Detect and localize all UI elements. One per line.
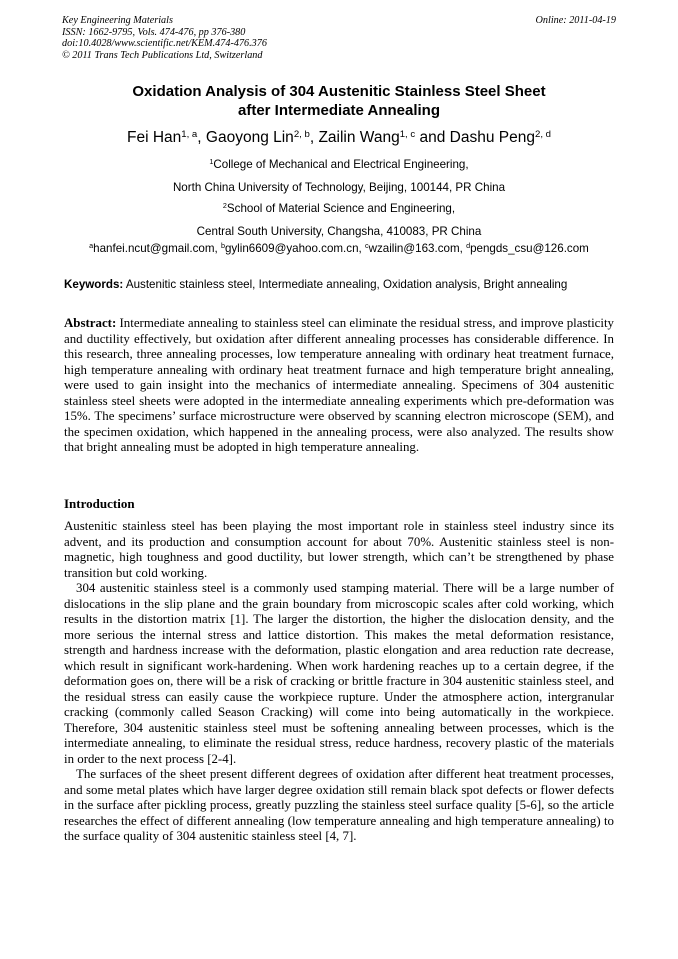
author-name: Gaoyong Lin: [205, 129, 294, 146]
author-separator: ,: [309, 129, 319, 146]
affiliation-mark: 1: [209, 157, 214, 167]
email-link[interactable]: hanfei.ncut@gmail.com: [93, 242, 215, 255]
author-name: Fei Han: [126, 129, 182, 146]
online-date: Online: 2011-04-19: [535, 15, 616, 26]
email-mark: a: [89, 241, 94, 251]
email-mark: b: [220, 241, 225, 251]
copyright-line: © 2011 Trans Tech Publications Ltd, Switzerland: [62, 49, 263, 61]
author-affiliation-mark: 1, a: [181, 128, 198, 140]
keywords-text: Austenitic stainless steel, Intermediate annealing, Oxidation analysis, Bright annealing: [123, 278, 568, 291]
journal-name: Key Engineering Materials: [62, 15, 173, 26]
journal-header: [62, 15, 616, 61]
author-separator: and: [415, 129, 450, 146]
author-list: [62, 128, 616, 150]
author-affiliation-mark: 2, d: [534, 128, 551, 140]
title-line-1: Oxidation Analysis of 304 Austenitic Stainless Steel Sheet: [132, 83, 546, 100]
affiliation-1-line-2: North China University of Technology, Beijing, 100144, PR China: [172, 180, 506, 194]
author-affiliation-mark: 1, c: [399, 128, 416, 140]
doi-line: doi:10.4028/www.scientific.net/KEM.474-476.376: [62, 38, 267, 50]
introduction-body: [64, 519, 614, 845]
affiliation-2-line-2: Central South University, Changsha, 410083, PR China: [196, 224, 482, 238]
email-mark: d: [466, 241, 471, 251]
title-line-2: after Intermediate Annealing: [238, 102, 440, 119]
affiliation-1-line-1: $^1$College of Mechanical and Electrical Engineering,: [209, 157, 469, 171]
introduction-heading: Introduction: [64, 496, 135, 511]
author-name: Zailin Wang: [318, 129, 400, 146]
abstract-label: Abstract:: [64, 316, 117, 330]
abstract: [64, 316, 614, 456]
affiliation-mark: 2: [222, 201, 227, 211]
issn-line: ISSN: 1662-9795, Vols. 474-476, pp 376-380: [62, 26, 246, 38]
email-link[interactable]: gylin6609@yahoo.com.cn: [224, 242, 359, 255]
email-link[interactable]: pengds_csu@126.com: [470, 242, 589, 255]
introduction-paragraph: 304 austenitic stainless steel is a commonly used stamping material. There will be a large number of dislocations in the slip plane and the grain boundary from microscopic scales after cold working, which results in the distortion matrix [1]. The larger the distortion, the higher the dislocation density, and the more serious the internal stress and lattice distortion. This makes the metal deformation resistance, strength and hardness increase with the deformation, plastic elongation and area reduction rate decrease, which result in significant work-hardening. When work hardening reaches up to a certain degree, if the deformation goes on, there will be a risk of cracking or brittle fracture in 304 austenitic stainless steel, and the residual stress can easily cause the workpiece rupture. Under the atmosphere action, intergranular cracking (commonly called Season Cracking) will come into being automatically in the workpiece. Therefore, 304 austenitic stainless steel must be softening annealing between processes, which is the intermediate annealing, to eliminate the residual stress, reduce hardness, recovery plastic of the materials in order to the next process [2-4].: [64, 581, 614, 766]
email-link[interactable]: wzailin@163.com: [368, 242, 460, 255]
keywords-line: [64, 277, 616, 293]
affiliation-2-line-1: $^2$School of Material Science and Engineering,: [222, 201, 456, 215]
paper-title: [62, 82, 616, 120]
author-separator: ,: [197, 129, 206, 146]
introduction-paragraph: Austenitic stainless steel has been playing the most important role in stainless steel industry since its advent, and its production and consumption account for about 70%. Austenitic stainless steel is non-magnetic, high toughness and good ductility, but lower strength, which can’t be strengthened by phase transition but cold working.: [64, 519, 614, 580]
keywords-label: Keywords:: [64, 278, 124, 291]
introduction-paragraph: The surfaces of the sheet present different degrees of oxidation after different heat treatment processes, and some metal plates which have larger degree oxidation still remain black spot defects or flower defects in the surface after pickling process, greatly puzzling the stainless steel surface quality [5-6], so the article researches the effect of different annealing (low temperature annealing and high temperature annealing) to the surface quality of 304 austenitic stainless steel [4, 7].: [64, 767, 614, 843]
affiliations: [62, 154, 616, 242]
email-mark: c: [364, 241, 369, 251]
author-affiliation-mark: 2, b: [293, 128, 310, 140]
abstract-text: Intermediate annealing to stainless steel can eliminate the residual stress, and improve plasticity and ductility effectively, but oxidation after different annealing processes has considerable difference. In this research, three annealing processes, low temperature annealing with ordinary heat treatment furnace, high temperature annealing with ordinary heat treatment furnace and high temperature bright annealing, were used to gain insight into the mechanics of intermediate annealing. Specimens of 304 austenitic stainless steel sheets were adopted in the intermediate annealing experiments which pre-deformation was 15%. The specimens’ surface microstructure were observed by scanning electron microscope (SEM), and the specimen oxidation, which happened in the annealing process, were also analyzed. The results show that bright annealing must be adopted in high temperature annealing.: [64, 316, 614, 454]
author-emails: $^a$hanfei.ncut@gmail.com, $^b$gylin6609@yahoo.com.cn, $^c$wzailin@163.com, $^d$pengds_csu@126.com: [89, 241, 589, 255]
author-name: Dashu Peng: [449, 129, 535, 146]
